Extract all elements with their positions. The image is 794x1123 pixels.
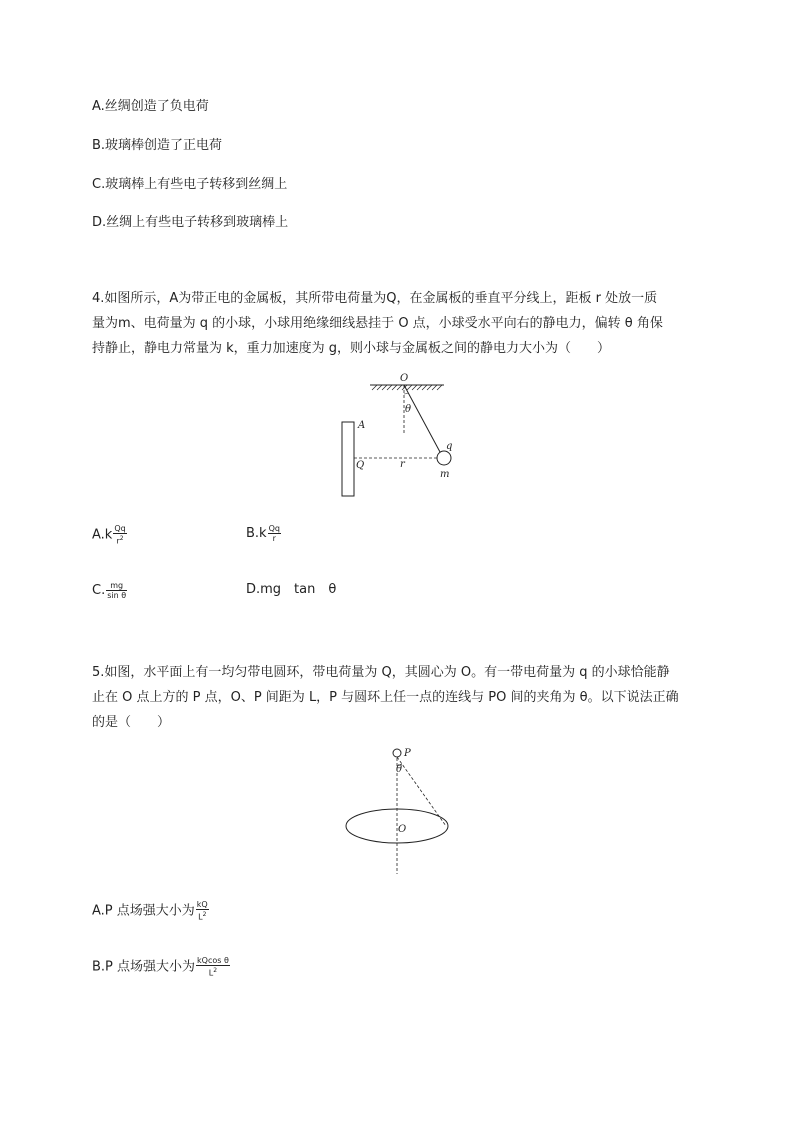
q4-option-b: B.k $\frac{Qq}{r}$ xyxy=(246,524,280,543)
q3-option-a: A.丝绸创造了负电荷 xyxy=(92,99,209,114)
label-q: q xyxy=(446,441,453,452)
label-q-charge: Q xyxy=(356,460,365,471)
label-o: O xyxy=(400,373,409,384)
q4-stem-line-1: 4.如图所示，A为带正电的金属板，其所带电荷量为Q，在金属板的垂直平分线上，距板 r 处放一质 xyxy=(92,291,658,306)
q5-option-b: B.P 点场强大小为 $\frac{\text{kQcos θ}}{L^2}$ xyxy=(92,956,229,978)
q4-option-c: C. $\frac{mg}{\text{sin θ}}$ xyxy=(92,581,127,600)
q4-stem-line-3: 持静止，静电力常量为 k，重力加速度为 g，则小球与金属板之间的静电力大小为（ ） xyxy=(92,341,611,356)
fraction: $\frac{mg}{\text{sin θ}}$ xyxy=(107,581,127,600)
q5-ring-figure xyxy=(340,742,460,877)
label-m: m xyxy=(440,469,450,480)
fraction: $\frac{Qq}{r}$ xyxy=(268,524,280,543)
fraction: $\frac{\text{kQcos θ}}{L^2}$ xyxy=(197,956,229,978)
q4-pendulum-figure xyxy=(330,370,480,505)
label-p: P xyxy=(404,748,411,759)
q3-option-b: B.玻璃棒创造了正电荷 xyxy=(92,138,223,153)
label-theta: θ xyxy=(396,764,403,775)
fraction: $\frac{kQ}{L^2}$ xyxy=(196,900,208,922)
label-a: A xyxy=(358,420,366,431)
q5-stem-line-1: 5.如图，水平面上有一均匀带电圆环，带电荷量为 Q，其圆心为 O。有一带电荷量为 q 的小球恰能静 xyxy=(92,665,670,680)
q5-option-a: A.P 点场强大小为 $\frac{kQ}{L^2}$ xyxy=(92,900,208,922)
q3-option-c: C.玻璃棒上有些电子转移到丝绸上 xyxy=(92,177,288,192)
q4-option-a: A.k $\frac{Qq}{r^2}$ xyxy=(92,524,126,546)
fraction: $\frac{Qq}{r^2}$ xyxy=(114,524,126,546)
label-r: r xyxy=(400,459,405,470)
label-theta: θ xyxy=(405,404,412,415)
q5-stem-line-2: 止在 O 点上方的 P 点，O、P 间距为 L，P 与圆环上任一点的连线与 PO 间的夹角为 θ。以下说法正确 xyxy=(92,690,679,705)
q3-option-d: D.丝绸上有些电子转移到玻璃棒上 xyxy=(92,215,289,230)
q4-stem-line-2: 量为m、电荷量为 q 的小球，小球用绝缘细线悬挂于 O 点，小球受水平向右的静电力，偏转 θ 角保 xyxy=(92,316,663,331)
q5-stem-line-3: 的是（ ） xyxy=(92,715,171,730)
q4-option-d: D.mg tan θ xyxy=(246,582,337,597)
label-o: O xyxy=(398,824,407,835)
